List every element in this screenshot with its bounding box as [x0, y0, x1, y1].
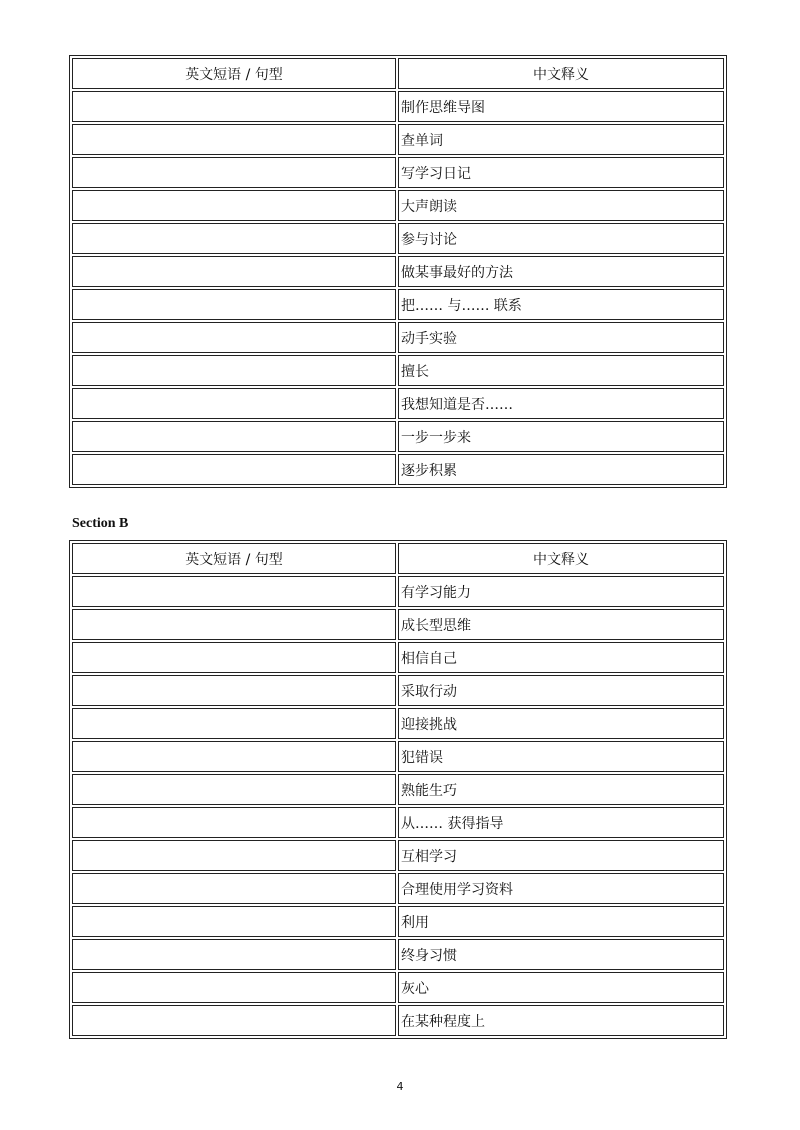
chinese-meaning-cell: 大声朗读	[398, 190, 724, 221]
english-answer-cell[interactable]	[72, 1005, 396, 1036]
english-answer-cell[interactable]	[72, 322, 396, 353]
english-answer-cell[interactable]	[72, 355, 396, 386]
english-answer-cell[interactable]	[72, 840, 396, 871]
table-row	[72, 609, 724, 640]
english-answer-cell[interactable]	[72, 873, 396, 904]
english-answer-cell[interactable]	[72, 421, 396, 452]
table-row	[72, 906, 724, 937]
english-answer-cell[interactable]	[72, 972, 396, 1003]
chinese-meaning-cell: 迎接挑战	[398, 708, 724, 739]
english-answer-cell[interactable]	[72, 190, 396, 221]
chinese-meaning-cell: 一步一步来	[398, 421, 724, 452]
english-answer-cell[interactable]	[72, 609, 396, 640]
english-answer-cell[interactable]	[72, 906, 396, 937]
table-row	[72, 223, 724, 254]
table-row	[72, 157, 724, 188]
english-answer-cell[interactable]	[72, 741, 396, 772]
vocabulary-table-b	[69, 540, 727, 1039]
header-chinese-meaning: 中文释义	[398, 543, 724, 574]
english-answer-cell[interactable]	[72, 774, 396, 805]
chinese-meaning-cell: 写学习日记	[398, 157, 724, 188]
chinese-meaning-cell: 逐步积累	[398, 454, 724, 485]
chinese-meaning-cell: 擅长	[398, 355, 724, 386]
english-answer-cell[interactable]	[72, 708, 396, 739]
chinese-meaning-cell: 把…… 与…… 联系	[398, 289, 724, 320]
english-answer-cell[interactable]	[72, 289, 396, 320]
table-row	[72, 454, 724, 485]
header-english-phrase: 英文短语 / 句型	[72, 543, 396, 574]
table-row	[72, 939, 724, 970]
english-answer-cell[interactable]	[72, 388, 396, 419]
table-row	[72, 421, 724, 452]
table-row	[72, 774, 724, 805]
table-row	[72, 322, 724, 353]
chinese-meaning-cell: 制作思维导图	[398, 91, 724, 122]
table-row	[72, 708, 724, 739]
chinese-meaning-cell: 互相学习	[398, 840, 724, 871]
table-row	[72, 576, 724, 607]
table-header-row	[72, 58, 724, 89]
english-answer-cell[interactable]	[72, 223, 396, 254]
english-answer-cell[interactable]	[72, 91, 396, 122]
chinese-meaning-cell: 动手实验	[398, 322, 724, 353]
chinese-meaning-cell: 做某事最好的方法	[398, 256, 724, 287]
header-chinese-meaning: 中文释义	[398, 58, 724, 89]
chinese-meaning-cell: 从…… 获得指导	[398, 807, 724, 838]
english-answer-cell[interactable]	[72, 939, 396, 970]
table-row	[72, 840, 724, 871]
table-row	[72, 1005, 724, 1036]
chinese-meaning-cell: 合理使用学习资料	[398, 873, 724, 904]
english-answer-cell[interactable]	[72, 576, 396, 607]
table-row	[72, 741, 724, 772]
chinese-meaning-cell: 终身习惯	[398, 939, 724, 970]
english-answer-cell[interactable]	[72, 642, 396, 673]
vocabulary-table-a	[69, 55, 727, 488]
chinese-meaning-cell: 相信自己	[398, 642, 724, 673]
english-answer-cell[interactable]	[72, 124, 396, 155]
table-row	[72, 91, 724, 122]
table-header-row	[72, 543, 724, 574]
table-row	[72, 642, 724, 673]
chinese-meaning-cell: 熟能生巧	[398, 774, 724, 805]
chinese-meaning-cell: 灰心	[398, 972, 724, 1003]
chinese-meaning-cell: 在某种程度上	[398, 1005, 724, 1036]
chinese-meaning-cell: 查单词	[398, 124, 724, 155]
english-answer-cell[interactable]	[72, 454, 396, 485]
chinese-meaning-cell: 我想知道是否……	[398, 388, 724, 419]
table-row	[72, 807, 724, 838]
table-row	[72, 355, 724, 386]
table-row	[72, 289, 724, 320]
page-number: 4	[396, 1080, 404, 1093]
chinese-meaning-cell: 成长型思维	[398, 609, 724, 640]
table-row	[72, 675, 724, 706]
english-answer-cell[interactable]	[72, 807, 396, 838]
chinese-meaning-cell: 参与讨论	[398, 223, 724, 254]
chinese-meaning-cell: 犯错误	[398, 741, 724, 772]
table-row	[72, 972, 724, 1003]
english-answer-cell[interactable]	[72, 256, 396, 287]
chinese-meaning-cell: 利用	[398, 906, 724, 937]
chinese-meaning-cell: 有学习能力	[398, 576, 724, 607]
table-row	[72, 124, 724, 155]
table-row	[72, 190, 724, 221]
chinese-meaning-cell: 采取行动	[398, 675, 724, 706]
section-b-title: Section B	[72, 516, 129, 531]
english-answer-cell[interactable]	[72, 675, 396, 706]
header-english-phrase: 英文短语 / 句型	[72, 58, 396, 89]
english-answer-cell[interactable]	[72, 157, 396, 188]
table-row	[72, 256, 724, 287]
table-row	[72, 388, 724, 419]
table-row	[72, 873, 724, 904]
